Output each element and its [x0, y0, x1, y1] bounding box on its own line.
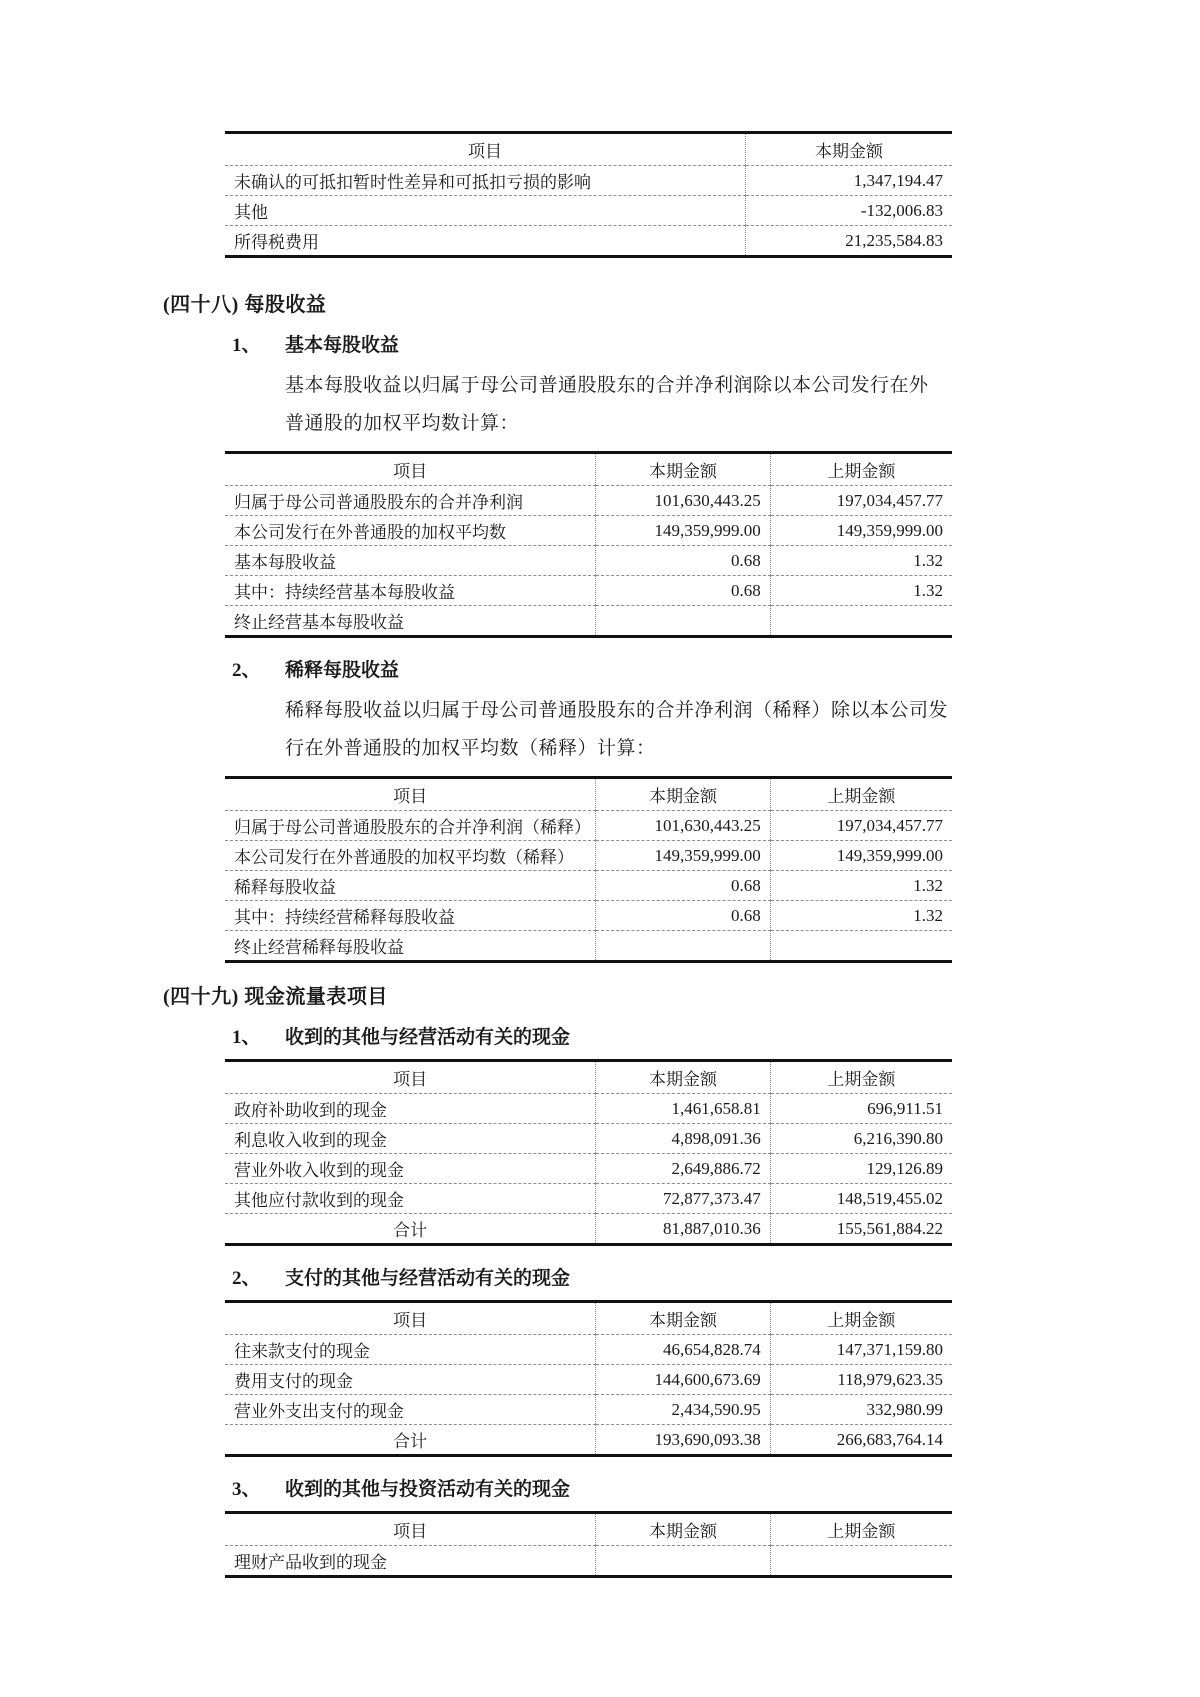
amount-cell: 197,034,457.77 [770, 486, 952, 516]
table-row [225, 1214, 952, 1245]
table-row [225, 931, 952, 962]
amount-cell: 2,649,886.72 [596, 1154, 770, 1184]
section-49-heading: (四十九) 现金流量表项目 [163, 986, 388, 1008]
amount-cell: 696,911.51 [770, 1094, 952, 1124]
item-cell: 合计 [225, 1214, 596, 1245]
column-header: 项目 [225, 133, 746, 166]
table-row [225, 1395, 952, 1425]
table-row [225, 166, 952, 196]
amount-cell: 1.32 [770, 576, 952, 606]
column-header: 上期金额 [827, 1522, 896, 1541]
column-header: 上期金额 [827, 1311, 896, 1330]
column-header: 上期金额 [827, 1070, 896, 1089]
subsection-title: 收到的其他与经营活动有关的现金 [285, 1027, 571, 1048]
amount-cell: 72,877,373.47 [596, 1184, 770, 1214]
amount-cell: 81,887,010.36 [596, 1214, 770, 1245]
table-row [225, 811, 952, 841]
item-cell: 营业外支出支付的现金 [225, 1395, 596, 1425]
column-header: 项目 [225, 778, 596, 811]
amount-cell: 149,359,999.00 [596, 516, 770, 546]
table-row [225, 226, 952, 257]
amount-cell [770, 1546, 952, 1577]
table-row [225, 841, 952, 871]
item-cell: 其中：持续经营基本每股收益 [225, 576, 596, 606]
item-cell: 费用支付的现金 [225, 1365, 596, 1395]
table-row [225, 1184, 952, 1214]
table-header-row [225, 778, 952, 811]
op-cash-paid-table [225, 1300, 952, 1457]
table-row [225, 1546, 952, 1577]
table-row [225, 1124, 952, 1154]
paragraph-line: 稀释每股收益以归属于母公司普通股股东的合并净利润（稀释）除以本公司发 [285, 700, 949, 721]
column-header: 项目 [225, 453, 596, 486]
amount-cell [596, 606, 770, 637]
item-cell: 本公司发行在外普通股的加权平均数 [225, 516, 596, 546]
amount-cell: 148,519,455.02 [770, 1184, 952, 1214]
amount-cell: 0.68 [596, 901, 770, 931]
amount-cell: 129,126.89 [770, 1154, 952, 1184]
table-header-row [225, 1302, 952, 1335]
amount-cell: 2,434,590.95 [596, 1395, 770, 1425]
amount-cell [596, 1546, 770, 1577]
subsection-title: 支付的其他与经营活动有关的现金 [285, 1268, 571, 1289]
amount-cell: 1.32 [770, 871, 952, 901]
basic-eps-paragraph [285, 367, 965, 443]
column-header: 上期金额 [827, 462, 896, 481]
amount-cell: 147,371,159.80 [770, 1335, 952, 1365]
column-header: 本期金额 [815, 142, 884, 161]
op-cash-received-table [225, 1059, 952, 1246]
subsection-number: 2、 [232, 660, 261, 681]
financial-table [225, 1059, 952, 1246]
item-cell: 其他应付款收到的现金 [225, 1184, 596, 1214]
table-row [225, 871, 952, 901]
column-header: 项目 [225, 1302, 596, 1335]
financial-table [225, 1511, 952, 1578]
item-cell: 利息收入收到的现金 [225, 1124, 596, 1154]
item-cell: 归属于母公司普通股股东的合并净利润 [225, 486, 596, 516]
item-cell: 合计 [225, 1425, 596, 1456]
table-row [225, 1365, 952, 1395]
table-header-row [225, 1513, 952, 1546]
column-header: 本期金额 [596, 1061, 770, 1094]
amount-cell: 1,347,194.47 [746, 166, 952, 196]
table-row [225, 1335, 952, 1365]
table-header-row [225, 453, 952, 486]
paragraph-line: 普通股的加权平均数计算： [285, 413, 520, 434]
table-row [225, 606, 952, 637]
subsection-inv-cash-received-heading [232, 1477, 1200, 1503]
financial-table [225, 451, 952, 638]
table-row [225, 1094, 952, 1124]
diluted-eps-table [225, 776, 952, 963]
subsection-op-cash-paid-heading [232, 1266, 1200, 1292]
subsection-title: 基本每股收益 [285, 335, 400, 356]
amount-cell: 6,216,390.80 [770, 1124, 952, 1154]
basic-eps-table [225, 451, 952, 638]
item-cell: 归属于母公司普通股股东的合并净利润（稀释） [225, 811, 596, 841]
inv-cash-received-table [225, 1511, 952, 1578]
item-cell: 本公司发行在外普通股的加权平均数（稀释） [225, 841, 596, 871]
financial-table [225, 1300, 952, 1457]
table-header-row [225, 133, 952, 166]
amount-cell: 0.68 [596, 576, 770, 606]
amount-cell: 4,898,091.36 [596, 1124, 770, 1154]
table-row [225, 901, 952, 931]
amount-cell: 21,235,584.83 [746, 226, 952, 257]
table-row [225, 516, 952, 546]
subsection-basic-eps-heading [232, 333, 1200, 359]
amount-cell: 193,690,093.38 [596, 1425, 770, 1456]
amount-cell: 101,630,443.25 [596, 811, 770, 841]
item-cell: 基本每股收益 [225, 546, 596, 576]
table-row [225, 1425, 952, 1456]
item-cell: 稀释每股收益 [225, 871, 596, 901]
subsection-title: 收到的其他与投资活动有关的现金 [285, 1479, 571, 1500]
amount-cell [596, 931, 770, 962]
table-row [225, 486, 952, 516]
column-header: 项目 [225, 1513, 596, 1546]
column-header: 本期金额 [596, 453, 770, 486]
subsection-op-cash-received-heading [232, 1025, 1200, 1051]
paragraph-line: 基本每股收益以归属于母公司普通股股东的合并净利润除以本公司发行在外 [285, 375, 929, 396]
item-cell: 理财产品收到的现金 [225, 1546, 596, 1577]
amount-cell: 332,980.99 [770, 1395, 952, 1425]
item-cell: 终止经营稀释每股收益 [225, 931, 596, 962]
item-cell: 未确认的可抵扣暂时性差异和可抵扣亏损的影响 [225, 166, 746, 196]
diluted-eps-paragraph [285, 692, 965, 768]
column-header: 项目 [225, 1061, 596, 1094]
column-header: 本期金额 [596, 778, 770, 811]
subsection-title: 稀释每股收益 [285, 660, 400, 681]
item-cell: 其中：持续经营稀释每股收益 [225, 901, 596, 931]
financial-table [225, 131, 952, 258]
table-row [225, 1154, 952, 1184]
amount-cell: 0.68 [596, 871, 770, 901]
income-tax-expense-table [225, 0, 952, 258]
amount-cell: 149,359,999.00 [770, 841, 952, 871]
amount-cell: 1.32 [770, 546, 952, 576]
subsection-number: 1、 [232, 1027, 261, 1048]
amount-cell: 1,461,658.81 [596, 1094, 770, 1124]
column-header: 本期金额 [596, 1302, 770, 1335]
item-cell: 政府补助收到的现金 [225, 1094, 596, 1124]
amount-cell: 144,600,673.69 [596, 1365, 770, 1395]
amount-cell: 118,979,623.35 [770, 1365, 952, 1395]
amount-cell: 1.32 [770, 901, 952, 931]
paragraph-line: 行在外普通股的加权平均数（稀释）计算： [285, 738, 656, 759]
amount-cell [770, 931, 952, 962]
subsection-number: 3、 [232, 1479, 261, 1500]
table-row [225, 546, 952, 576]
item-cell: 往来款支付的现金 [225, 1335, 596, 1365]
column-header: 上期金额 [827, 787, 896, 806]
item-cell: 其他 [225, 196, 746, 226]
table-header-row [225, 1061, 952, 1094]
amount-cell: 155,561,884.22 [770, 1214, 952, 1245]
subsection-number: 2、 [232, 1268, 261, 1289]
amount-cell [770, 606, 952, 637]
item-cell: 终止经营基本每股收益 [225, 606, 596, 637]
column-header: 本期金额 [596, 1513, 770, 1546]
amount-cell: 0.68 [596, 546, 770, 576]
amount-cell: 266,683,764.14 [770, 1425, 952, 1456]
item-cell: 所得税费用 [225, 226, 746, 257]
amount-cell: -132,006.83 [746, 196, 952, 226]
amount-cell: 101,630,443.25 [596, 486, 770, 516]
subsection-number: 1、 [232, 335, 261, 356]
item-cell: 营业外收入收到的现金 [225, 1154, 596, 1184]
table-row [225, 196, 952, 226]
amount-cell: 149,359,999.00 [596, 841, 770, 871]
amount-cell: 46,654,828.74 [596, 1335, 770, 1365]
amount-cell: 197,034,457.77 [770, 811, 952, 841]
financial-table [225, 776, 952, 963]
amount-cell: 149,359,999.00 [770, 516, 952, 546]
subsection-diluted-eps-heading [232, 658, 1200, 684]
table-row [225, 576, 952, 606]
section-48-heading: (四十八) 每股收益 [163, 294, 327, 316]
